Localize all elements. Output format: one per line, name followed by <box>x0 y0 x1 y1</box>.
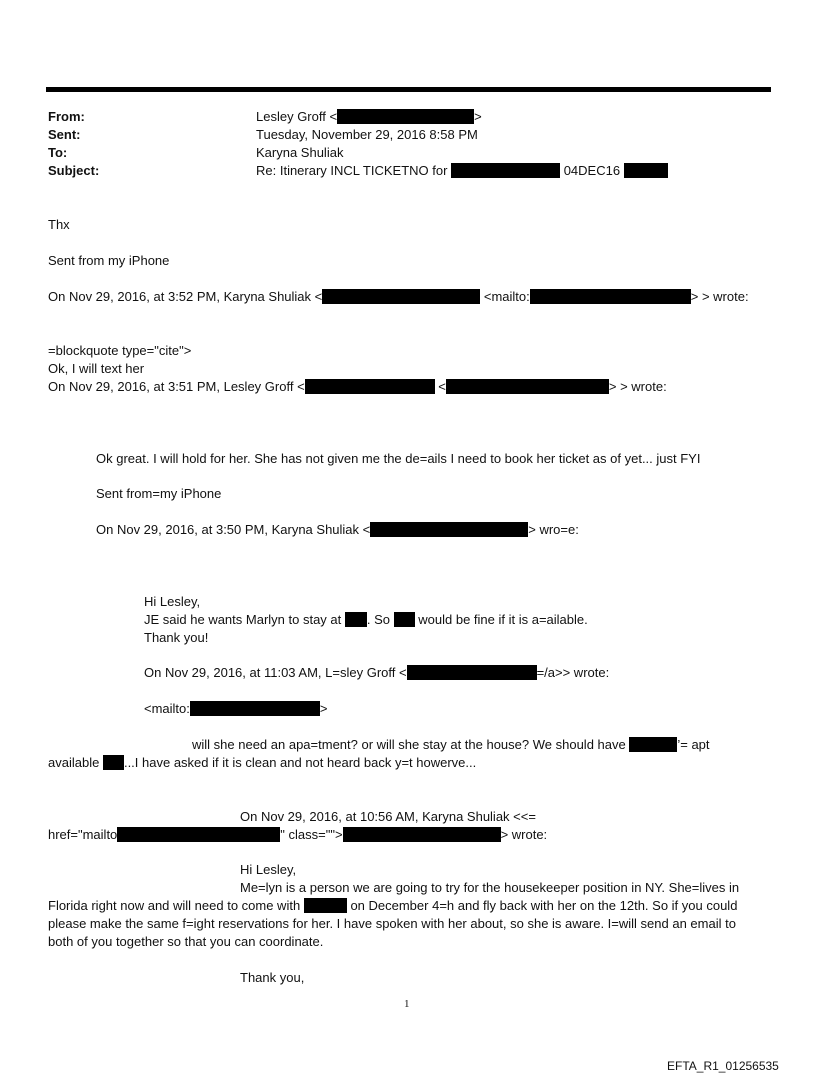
redaction <box>117 827 280 842</box>
thanks-text: Thank you! <box>144 630 209 645</box>
thank-you-text: Thank you, <box>240 970 305 985</box>
apartment-line <box>192 737 710 753</box>
redaction <box>345 612 367 627</box>
sent-from-text-2: Sent from=my iPhone <box>96 486 222 501</box>
subject-value <box>256 163 668 179</box>
quote-header-2-pre: On Nov 29, 2016, at 3:51 PM, Lesley Groff < <box>48 379 305 394</box>
from-value <box>256 109 482 125</box>
sent-value: Tuesday, November 29, 2016 8:58 PM <box>256 127 478 142</box>
je-line <box>144 612 588 628</box>
redaction <box>190 701 320 716</box>
je-pre: JE said he wants Marlyn to stay at <box>144 612 342 627</box>
quote-header-4-post: =/a>> wrote: <box>536 665 610 680</box>
redaction <box>629 737 677 752</box>
ok-text: Ok, I will text her <box>48 361 145 376</box>
paragraph-line-2-post: on December 4=h and fly back with her on the 12th. So if you could <box>350 898 738 913</box>
available-post: ...I have asked if it is clean and not heard back y=t howerve... <box>123 755 477 770</box>
href-line <box>48 827 547 843</box>
redaction <box>337 109 474 124</box>
redaction <box>530 289 691 304</box>
quote-header-1-pre: On Nov 29, 2016, at 3:52 PM, Karyna Shuliak < <box>48 289 323 304</box>
redaction <box>322 289 480 304</box>
blockquote-text: =blockquote type="cite"> <box>48 343 192 358</box>
quote-header-2-lt: < <box>438 379 446 394</box>
from-label: From: <box>48 109 85 124</box>
redaction <box>624 163 668 178</box>
available-line <box>48 755 476 771</box>
greeting-1: Hi Lesley, <box>144 594 201 609</box>
redaction <box>305 379 435 394</box>
header-rule <box>46 87 771 92</box>
href-post: > wrote: <box>500 827 548 842</box>
redaction <box>407 665 537 680</box>
sent-from-text: Sent from my iPhone <box>48 253 170 268</box>
to-label: To: <box>48 145 68 160</box>
ok-great-text: Ok great. I will hold for her. She has not given me the de=ails I need to book her ticket as of yet... just FYI <box>96 451 701 466</box>
paragraph-line-4: both of you together so that you can coordinate. <box>48 934 324 949</box>
quote-header-2-post: > > wrote: <box>608 379 667 394</box>
sent-label: Sent: <box>48 127 81 142</box>
subject-label: Subject: <box>48 163 100 178</box>
quote-header-1 <box>48 289 749 305</box>
redaction <box>103 755 124 770</box>
quote-header-4 <box>144 665 609 681</box>
quote-header-3-post: > wro=e: <box>528 522 579 537</box>
href-mid: " class=""> <box>280 827 343 842</box>
quote-header-3-pre: On Nov 29, 2016, at 3:50 PM, Karyna Shuliak < <box>96 522 371 537</box>
available-pre: available <box>48 755 100 770</box>
je-mid: . So <box>366 612 391 627</box>
from-name: Lesley Groff < <box>256 109 338 124</box>
quote-header-1-post: > > wrote: <box>690 289 749 304</box>
redaction <box>370 522 528 537</box>
greeting-2: Hi Lesley, <box>240 862 297 877</box>
href-pre: href="mailto <box>48 827 118 842</box>
from-close: > <box>474 109 482 124</box>
document-id: EFTA_R1_01256535 <box>667 1059 779 1073</box>
mailto-line <box>144 701 327 717</box>
je-post: would be fine if it is a=ailable. <box>418 612 588 627</box>
paragraph-line-2 <box>48 898 737 914</box>
quote-header-4-pre: On Nov 29, 2016, at 11:03 AM, L=sley Groff < <box>144 665 407 680</box>
quote-header-1-mailto: <mailto: <box>483 289 530 304</box>
paragraph-line-2-pre: Florida right now and will need to come with <box>48 898 301 913</box>
redaction <box>446 379 609 394</box>
quote-header-2 <box>48 379 667 395</box>
apartment-text: will she need an apa=tment? or will she stay at the house? We should have <box>192 737 626 752</box>
mailto-open: <mailto: <box>144 701 190 716</box>
subject-pre: Re: Itinerary INCL TICKETNO for <box>256 163 448 178</box>
thx-text: Thx <box>48 217 70 232</box>
apartment-tail: ’= apt <box>677 737 710 752</box>
page-number: 1 <box>404 998 410 1010</box>
redaction <box>304 898 347 913</box>
to-value: Karyna Shuliak <box>256 145 344 160</box>
mailto-close: > <box>319 701 328 716</box>
quote-header-3 <box>96 522 579 538</box>
redaction <box>343 827 501 842</box>
redaction <box>451 163 560 178</box>
paragraph-line-3: please make the same f=ight reservations for her. I have spoken with her about, so she is aware. I=will send an email to <box>48 916 736 931</box>
subject-mid: 04DEC16 <box>563 163 621 178</box>
redaction <box>394 612 415 627</box>
paragraph-line-1: Me=lyn is a person we are going to try for the housekeeper position in NY. She=lives in <box>240 880 740 895</box>
quote-header-5: On Nov 29, 2016, at 10:56 AM, Karyna Shuliak <<= <box>240 809 536 824</box>
